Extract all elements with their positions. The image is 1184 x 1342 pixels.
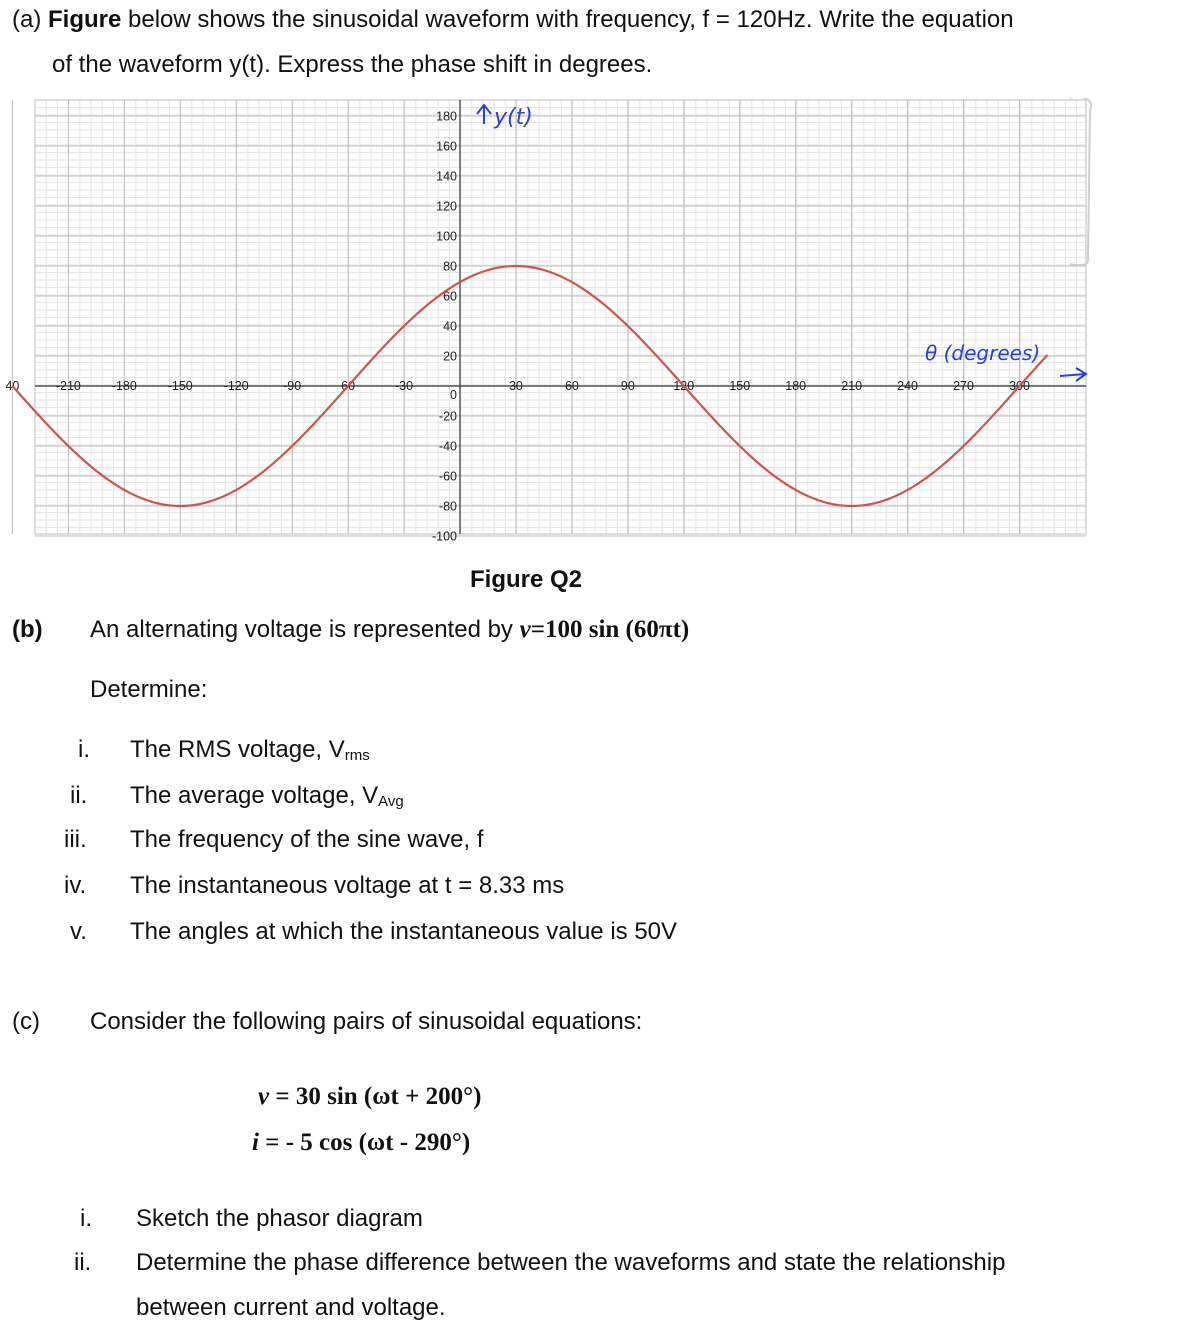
x-tick-label: 300 — [1009, 379, 1030, 393]
x-tick-label: 40 — [5, 379, 20, 393]
b-item-3-num: iii. — [64, 826, 87, 853]
y-tick-label: -80 — [438, 499, 457, 514]
sinusoid-chart — [0, 98, 1184, 548]
x-tick-label: 180 — [785, 379, 807, 393]
b-item-1-text: The RMS voltage, V — [130, 736, 345, 763]
y-tick-label: 40 — [443, 319, 457, 334]
y-axis-label: y(t) — [494, 105, 533, 130]
eq1-var: v — [258, 1083, 270, 1110]
x-tick-label: -150 — [167, 379, 193, 393]
minor-grid — [35, 100, 1086, 534]
scribble-bracket — [1070, 98, 1091, 265]
b-item-3-text: The frequency of the sine wave, f — [130, 826, 484, 853]
part-c-label: (c) — [12, 1008, 40, 1035]
part-a-line1 — [12, 6, 1014, 34]
y-tick-label: -100 — [431, 529, 457, 544]
eq2-rest: = - 5 cos (ωt - 290°) — [258, 1129, 471, 1156]
c-item-2-text-cont: between current and voltage. — [136, 1294, 446, 1321]
x-axis-label: θ (degrees) — [925, 341, 1041, 365]
part-a-text: below shows the sinusoidal waveform with frequency, f = 120Hz. Write the equation — [128, 6, 1014, 33]
x-tick-label: 270 — [953, 379, 974, 393]
part-c-intro: Consider the following pairs of sinusoidal equations: — [90, 1008, 643, 1035]
x-tick-label: 240 — [897, 379, 919, 393]
part-b-label: (b) — [12, 616, 43, 643]
b-item-1 — [130, 736, 370, 770]
b-item-2 — [130, 782, 404, 816]
y-tick-label: 140 — [436, 169, 457, 184]
y-tick-label: -60 — [438, 469, 457, 484]
x-tick-label: -90 — [283, 379, 302, 393]
x-tick-label: -30 — [395, 379, 414, 393]
part-a-line2: of the waveform y(t). Express the phase shift in degrees. — [52, 51, 653, 78]
c-item-2-text: Determine the phase difference between the waveforms and state the relationship — [136, 1249, 1006, 1276]
c-item-1-num: i. — [80, 1205, 92, 1232]
y-tick-label: 20 — [443, 349, 457, 364]
part-a-label: (a) — [12, 6, 42, 33]
b-item-5-num: v. — [70, 918, 87, 945]
c-item-2-num: ii. — [74, 1249, 92, 1276]
y-tick-label: -20 — [438, 409, 457, 424]
eq2-var: i — [252, 1129, 259, 1156]
b-item-1-num: i. — [78, 736, 90, 763]
x-tick-label: 120 — [673, 379, 695, 393]
x-tick-label: 210 — [841, 379, 863, 393]
x-tick-label: 90 — [620, 379, 635, 393]
y-tick-label: -40 — [438, 439, 457, 454]
part-b-intro-line — [90, 616, 689, 644]
y-tick-label: 120 — [436, 199, 457, 214]
b-item-4-text: The instantaneous voltage at t = 8.33 ms — [130, 872, 565, 899]
y-tick-label: 180 — [436, 109, 457, 124]
determine-label: Determine: — [90, 676, 208, 703]
figure-caption: Figure Q2 — [470, 566, 583, 593]
b-item-4-num: iv. — [64, 872, 87, 899]
y-tick-label: 160 — [436, 139, 457, 154]
zero-label: 0 — [450, 388, 457, 402]
y-tick-label: 60 — [443, 289, 457, 304]
equation-v — [258, 1083, 481, 1111]
b-item-1-sub: rms — [344, 747, 370, 764]
c-item-1-text: Sketch the phasor diagram — [136, 1205, 423, 1232]
x-tick-label: 150 — [729, 379, 751, 393]
part-b-equation — [520, 616, 690, 643]
x-tick-label: -120 — [223, 379, 249, 393]
equation-var: v — [519, 616, 531, 643]
y-tick-label: 100 — [436, 229, 457, 244]
x-tick-label: 30 — [508, 379, 523, 393]
x-tick-label: 60 — [564, 379, 579, 393]
b-item-2-num: ii. — [70, 782, 88, 809]
x-tick-label: -180 — [111, 379, 137, 393]
part-b-intro: An alternating voltage is represented by — [90, 616, 513, 643]
b-item-2-sub: Avg — [378, 793, 404, 810]
eq1-rest: = 30 sin (ωt + 200°) — [269, 1083, 482, 1110]
equation-i — [252, 1129, 470, 1157]
equation-rest: =100 sin (60πt) — [530, 616, 690, 643]
b-item-5-text: The angles at which the instantaneous value is 50V — [130, 918, 678, 945]
x-tick-label: -210 — [55, 379, 81, 393]
b-item-2-text: The average voltage, V — [130, 782, 379, 809]
figure-word: Figure — [48, 6, 122, 33]
x-tick-label: 60 — [341, 379, 356, 393]
y-tick-label: 80 — [443, 259, 457, 274]
